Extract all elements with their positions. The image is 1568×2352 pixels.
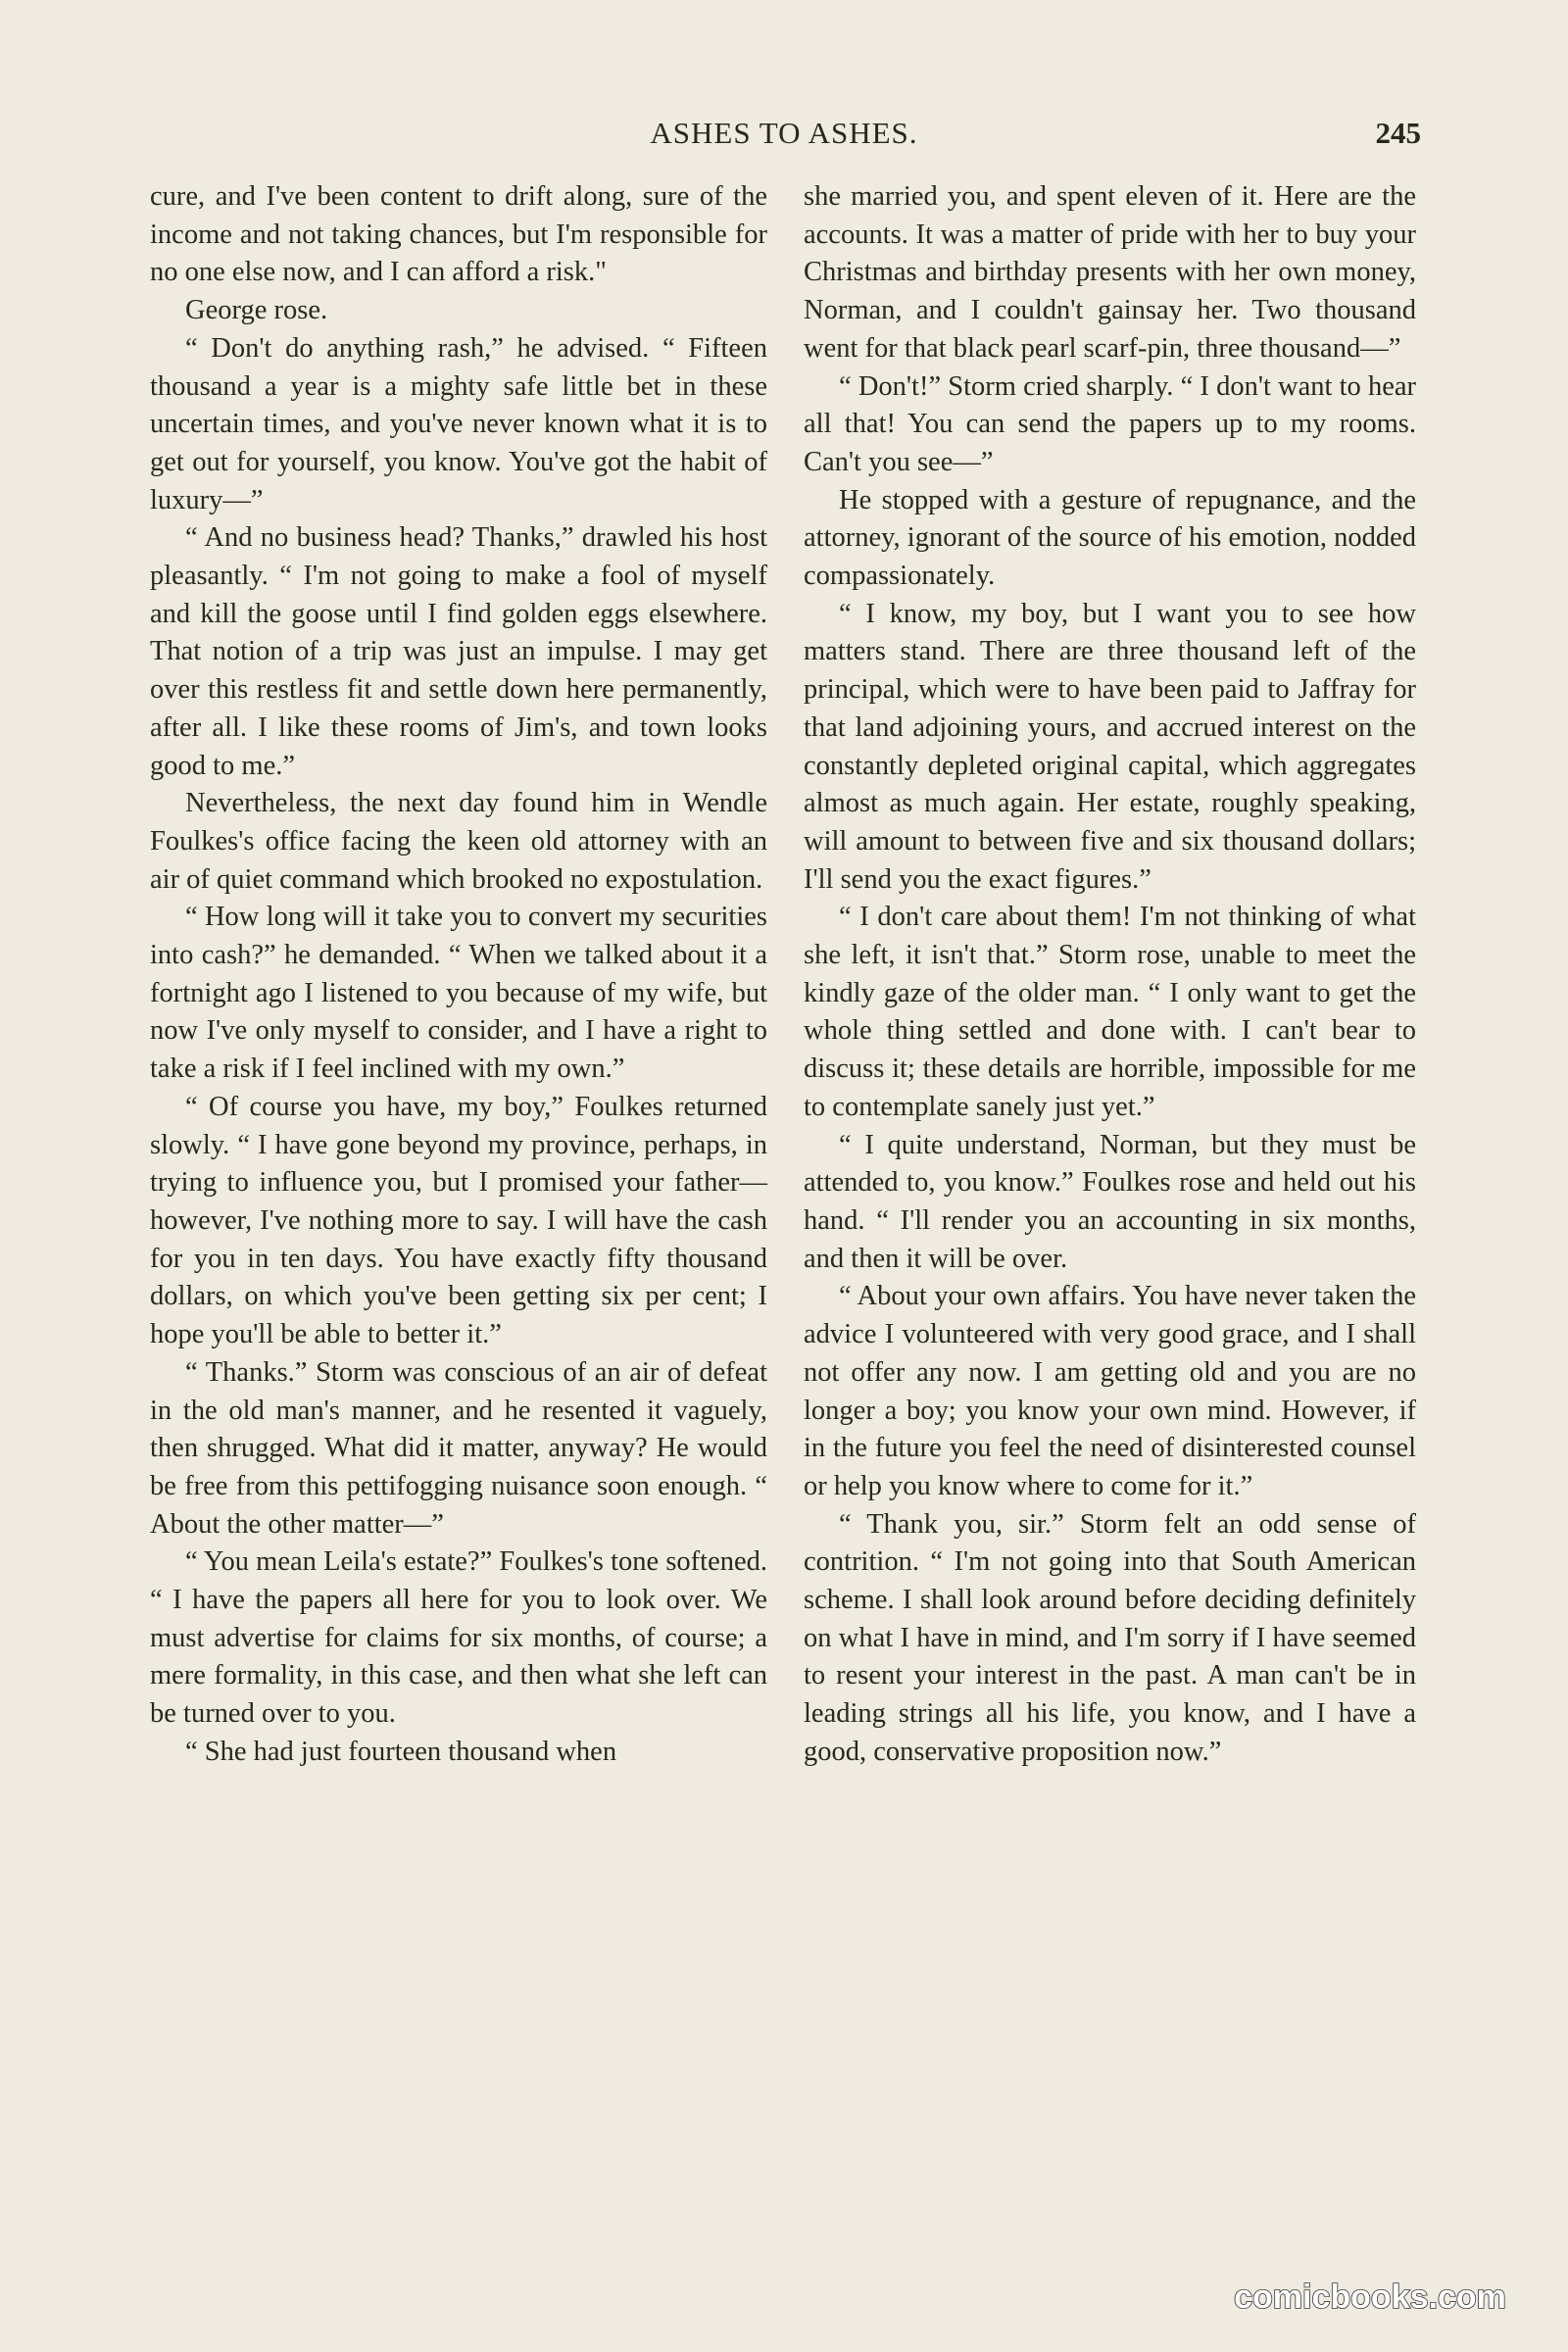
watermark-logo	[1203, 2272, 1537, 2321]
running-title: ASHES TO ASHES.	[650, 116, 918, 150]
paragraph: “ Of course you have, my boy,” Foulkes returned slowly. “ I have gone beyond my province, perhaps, in trying to influence you, but I promised your father—however, I've nothing more to say. I will have the cash for you in ten days. You have exactly fifty thousand dollars, on which you've been getting six per cent; I hope you'll be able to better it.”	[150, 1091, 767, 1350]
watermark-logo-text	[1203, 2272, 1537, 2321]
paragraph: “ Thank you, sir.” Storm felt an odd sense of contrition. “ I'm not going into that South American scheme. I shall look around before deciding definitely on what I have in mind, and I'm sorry if I have seemed to resent your interest in the past. A man can't be in leading strings all his life, you know, and I have a good, conservative proposition now.”	[804, 1508, 1416, 1767]
left-column	[150, 178, 767, 1772]
paragraph: “ Don't do anything rash,” he advised. “ Fifteen thousand a year is a mighty safe little bet in these uncertain times, and you've never known what it is to get out for yourself, you know. You've got the habit of luxury—”	[150, 332, 767, 515]
paragraph: George rose.	[185, 295, 328, 326]
svg-text:comicbooks.com: comicbooks.com	[1234, 2278, 1506, 2316]
paragraph: He stopped with a gesture of repugnance, and the attorney, ignorant of the source of his emotion, nodded compassionately.	[804, 484, 1416, 592]
paragraph: “ About your own affairs. You have never taken the advice I volunteered with very good grace, and I shall not offer any now. I am getting old and you are no longer a boy; you know your own mind. However, if in the future you feel the need of disinterested counsel or help you know where to come for it.”	[804, 1281, 1416, 1501]
paragraph: “ I quite understand, Norman, but they must be attended to, you know.” Foulkes rose and held out his hand. “ I'll render you an accounting in six months, and then it will be over.	[804, 1129, 1416, 1274]
paragraph: “ I know, my boy, but I want you to see how matters stand. There are three thousand left of the principal, which were to have been paid to Jaffray for that land adjoining yours, and accrued interest on the constantly depleted original capital, which aggregates almost as much again. Her estate, roughly speaking, will amount to between five and six thousand dollars; I'll send you the exact figures.”	[804, 598, 1416, 895]
page-header	[147, 116, 1421, 159]
paragraph: “ Thanks.” Storm was conscious of an air of defeat in the old man's manner, and he resented it vaguely, then shrugged. What did it matter, anyway? He would be free from this pettifogging nuisance soon enough. “ About the other matter—”	[150, 1356, 767, 1540]
paragraph: “ And no business head? Thanks,” drawled his host pleasantly. “ I'm not going to make a fool of myself and kill the goose until I find golden eggs elsewhere. That notion of a trip was just an impulse. I may get over this restless fit and settle down here permanently, after all. I like these rooms of Jim's, and town looks good to me.”	[150, 522, 767, 781]
paragraph: “ How long will it take you to convert my securities into cash?” he demanded. “ When we talked about it a fortnight ago I listened to you because of my wife, but now I've only myself to consider, and I have a right to take a risk if I feel inclined with my own.”	[150, 902, 767, 1085]
paragraph: “ You mean Leila's estate?” Foulkes's tone softened. “ I have the papers all here for you to look over. We must advertise for claims for six months, of course; a mere formality, in this case, and then what she left can be turned over to you.	[150, 1546, 767, 1730]
right-column	[804, 178, 1416, 1772]
paragraph: cure, and I've been content to drift along, sure of the income and not taking chances, but I'm responsible for no one else now, and I can afford a risk."	[150, 181, 767, 288]
paragraph: “ I don't care about them! I'm not thinking of what she left, it isn't that.” Storm rose, unable to meet the kindly gaze of the older man. “ I only want to get the whole thing settled and done with. I can't bear to discuss it; these details are horrible, impossible for me to contemplate sanely just yet.”	[804, 902, 1416, 1122]
paragraph: “ Don't!” Storm cried sharply. “ I don't want to hear all that! You can send the papers up to my rooms. Can't you see—”	[804, 370, 1416, 477]
paragraph: she married you, and spent eleven of it. Here are the accounts. It was a matter of pride with her to buy your Christmas and birthday presents with her own money, Norman, and I couldn't gainsay her. Two thousand went for that black pearl scarf-pin, three thousand—”	[804, 181, 1416, 364]
paragraph: “ She had just fourteen thousand when	[185, 1736, 617, 1767]
page-number: 245	[1375, 116, 1421, 150]
paragraph: Nevertheless, the next day found him in Wendle Foulkes's office facing the keen old attorney with an air of quiet command which brooked no expostulation.	[150, 788, 767, 895]
